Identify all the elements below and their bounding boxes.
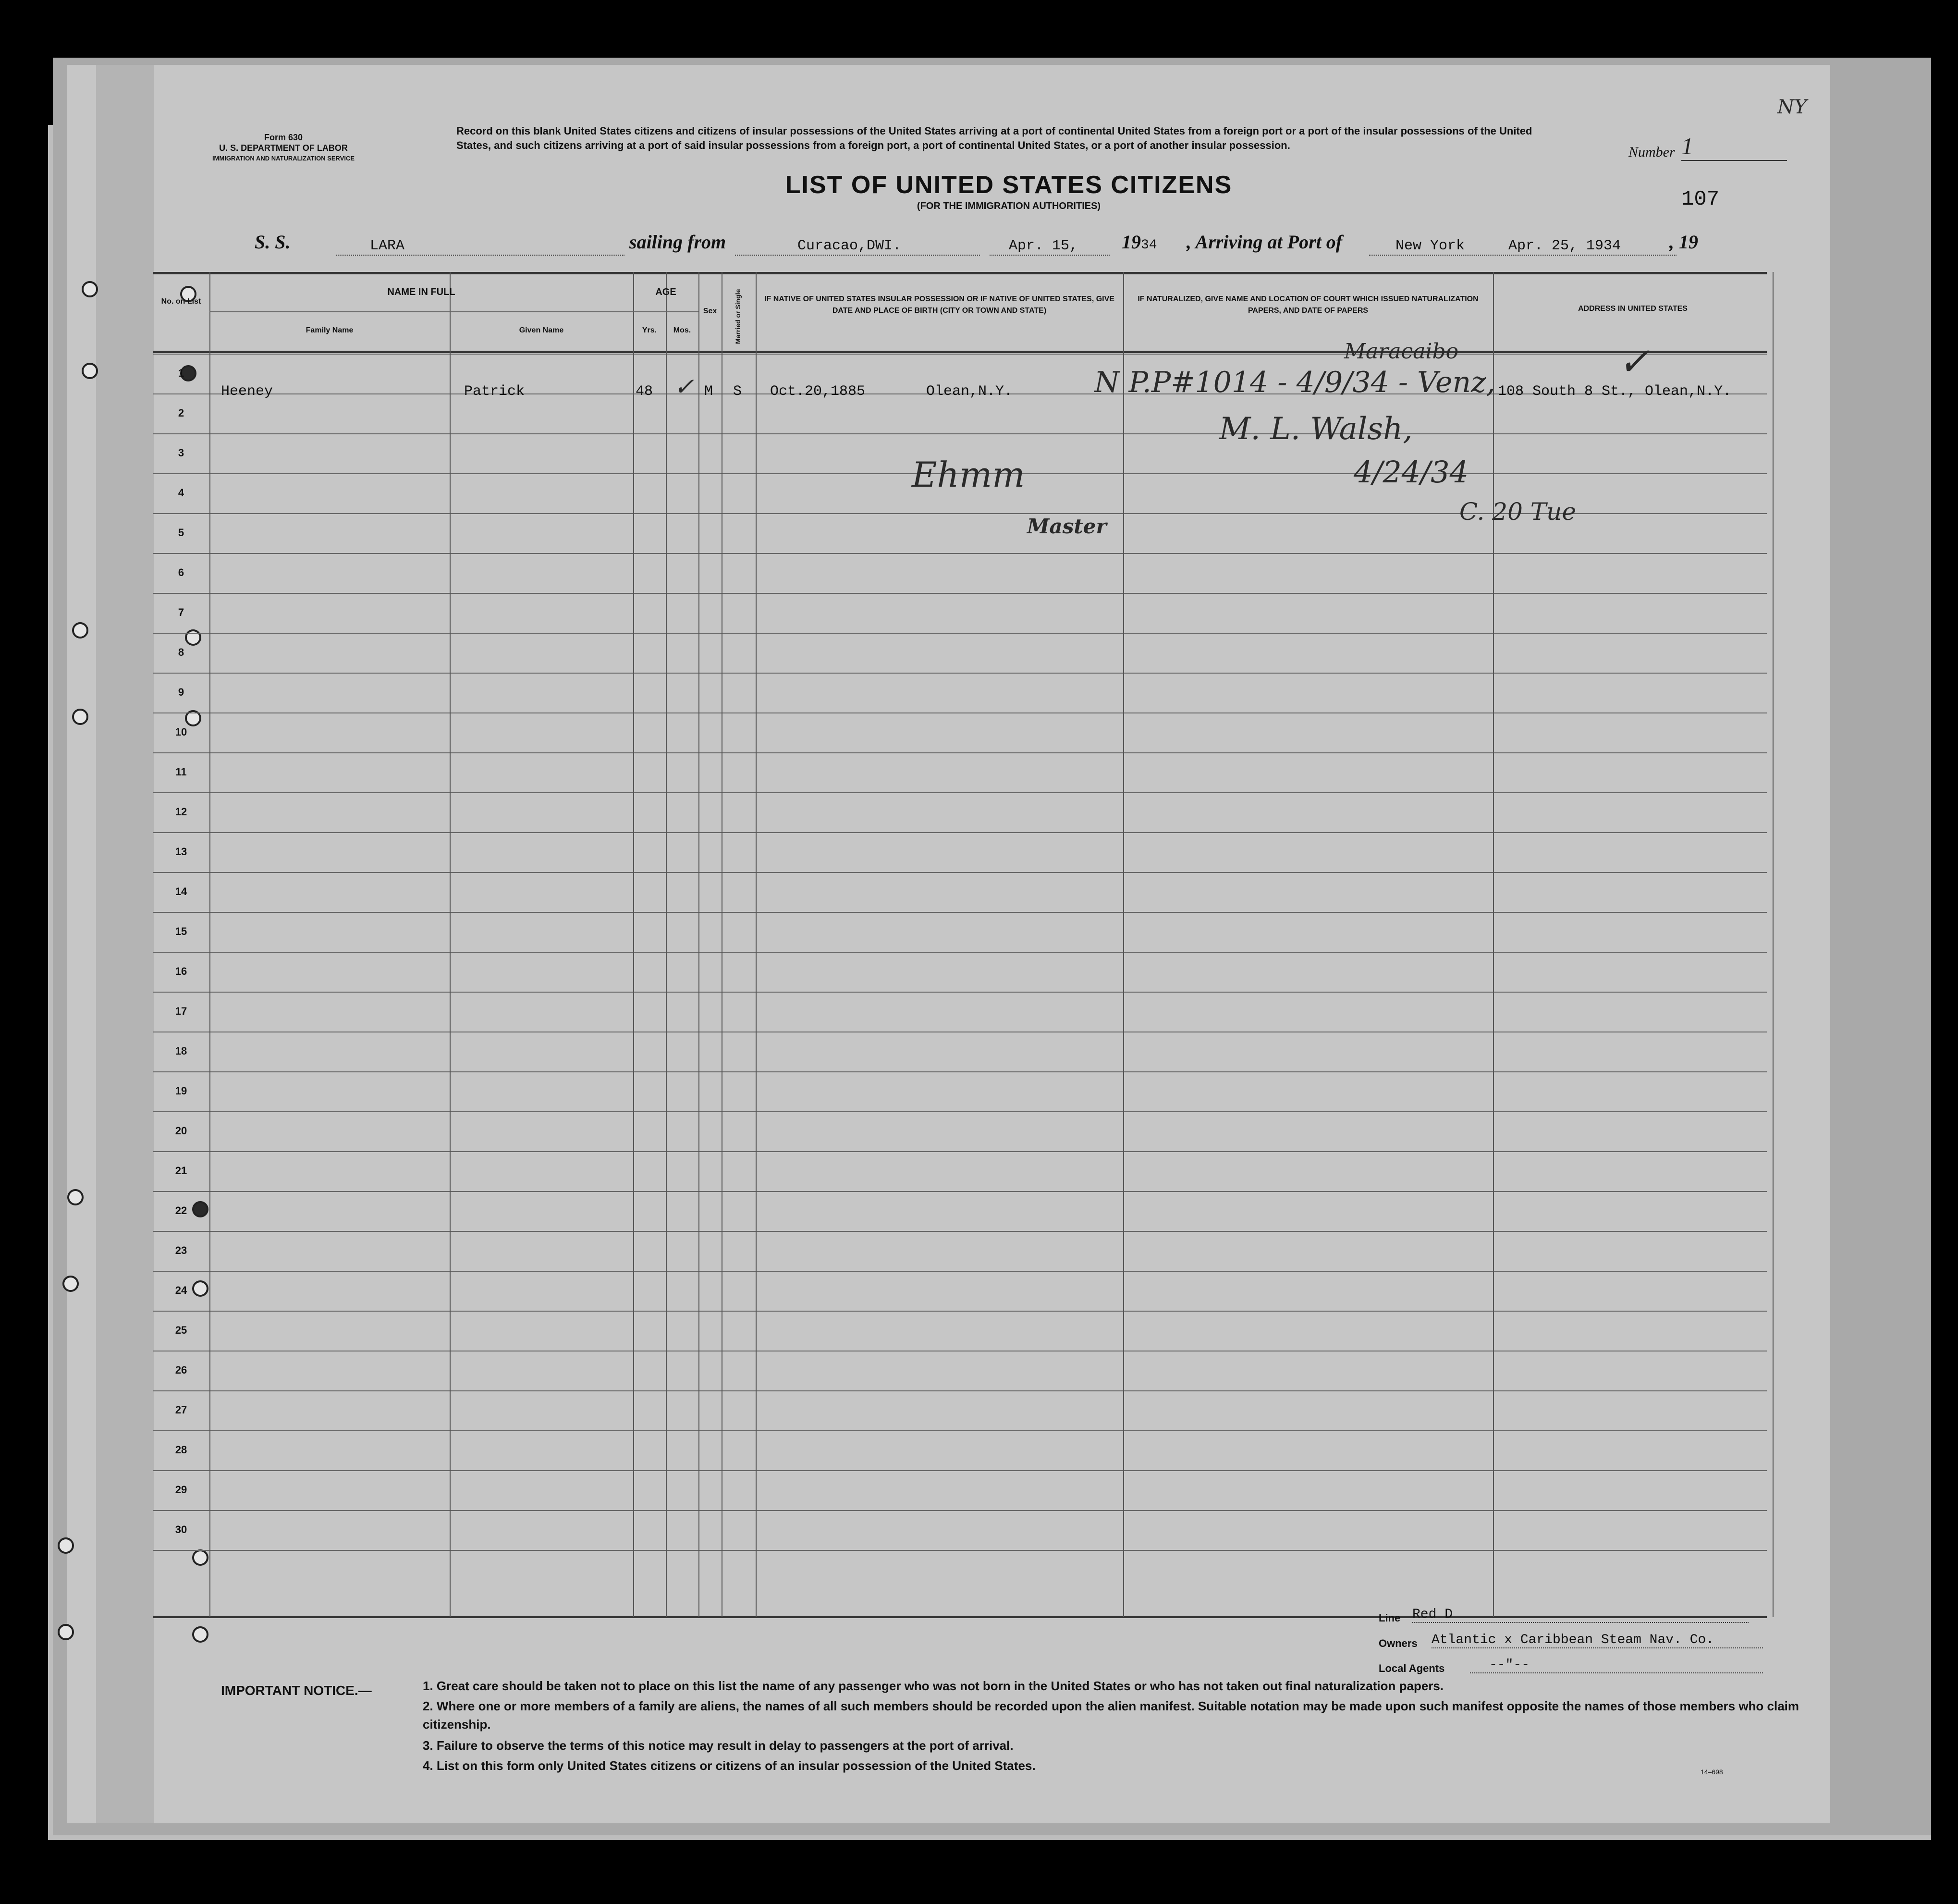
address-cell: 108 South 8 St., Olean,N.Y.	[1498, 383, 1732, 400]
column-divider	[1493, 272, 1494, 1617]
row-rule	[153, 1151, 1767, 1152]
master-signature: Ehmm	[912, 455, 1025, 495]
column-divider	[209, 272, 210, 1617]
checkmark-icon: ✓	[1618, 339, 1651, 384]
binder-hole-icon	[72, 622, 88, 639]
binder-hole-icon	[62, 1276, 79, 1292]
row-number: 10	[175, 726, 187, 738]
row-number: 22	[175, 1204, 187, 1216]
row-number: 28	[175, 1444, 187, 1456]
arrival-port: New York	[1395, 238, 1465, 254]
row-number: 11	[175, 766, 187, 778]
header-yrs: Yrs.	[642, 326, 657, 334]
age-years-cell: 48	[636, 383, 653, 400]
page-title: LIST OF UNITED STATES CITIZENS	[785, 171, 1233, 199]
row-rule	[153, 952, 1767, 953]
row-number: 1	[178, 367, 184, 379]
table-top-rule	[153, 272, 1767, 274]
row-rule	[153, 912, 1767, 913]
given-name-cell: Patrick	[464, 383, 525, 400]
row-number: 19	[175, 1085, 187, 1097]
row-rule	[153, 553, 1767, 554]
row-number: 16	[175, 965, 187, 977]
header-family-name: Family Name	[306, 326, 354, 334]
header-naturalized: IF NATURALIZED, GIVE NAME AND LOCATION OF COURT WHICH ISSUED NATURALIZATION PAPERS, AND DATE OF PAPERS	[1138, 295, 1479, 315]
column-divider	[633, 272, 634, 1617]
name-age-subrule	[209, 311, 698, 312]
inspection-date-note: 4/24/34	[1354, 455, 1469, 490]
row-rule	[153, 1430, 1767, 1431]
header-married-or-single: Married or Single	[734, 289, 742, 344]
header-mos: Mos.	[673, 326, 691, 334]
row-rule	[153, 593, 1767, 594]
notice-heading: IMPORTANT NOTICE.—	[221, 1683, 372, 1698]
passenger-table	[153, 272, 1767, 1617]
row-rule	[153, 673, 1767, 674]
binder-hole-icon	[67, 1189, 84, 1205]
binder-hole-icon	[82, 281, 98, 297]
row-number: 25	[175, 1324, 187, 1336]
line-value: Red D	[1412, 1607, 1749, 1623]
marital-status-cell: S	[733, 383, 742, 400]
row-number: 17	[175, 1005, 187, 1017]
row-number: 29	[175, 1484, 187, 1496]
row-rule	[153, 792, 1767, 793]
row-number: 18	[175, 1045, 187, 1057]
row-rule	[153, 872, 1767, 873]
binder-hole-icon	[82, 363, 98, 379]
row-rule	[153, 1311, 1767, 1312]
notice-item: 1. Great care should be taken not to place on this list the name of any passenger who was not born in the United States or who has not taken out final naturalization papers.	[423, 1679, 1444, 1693]
row-rule	[153, 1071, 1767, 1072]
arriving-label: , Arriving at Port of	[1187, 231, 1343, 253]
notice-item: 2. Where one or more members of a family are aliens, the names of all such members should be recorded upon the alien manifest. Suitable notation may be made upon such manifest opposite the names of those members who claim citizenship.	[423, 1699, 1799, 1732]
row-number: 5	[178, 527, 184, 539]
owners-label: Owners	[1379, 1637, 1418, 1649]
header-given-name: Given Name	[519, 326, 564, 334]
year-field: 1934	[1122, 231, 1157, 253]
row-rule	[153, 433, 1767, 434]
sailing-label: sailing from	[629, 231, 726, 253]
header-age: AGE	[655, 287, 676, 297]
column-divider	[698, 272, 699, 1617]
form-identifier	[197, 132, 370, 164]
birth-place-cell: Olean,N.Y.	[926, 383, 1013, 400]
column-divider	[756, 272, 757, 1617]
birth-date-cell: Oct.20,1885	[770, 383, 866, 400]
header-sex: Sex	[703, 307, 717, 315]
family-name-cell: Heeney	[221, 383, 273, 400]
row-number: 27	[175, 1404, 187, 1416]
header-address: ADDRESS IN UNITED STATES	[1578, 305, 1688, 313]
sailing-date: Apr. 15,	[1009, 238, 1078, 254]
row-number: 9	[178, 686, 184, 698]
row-rule	[153, 1231, 1767, 1232]
row-rule	[153, 752, 1767, 753]
local-agents-label: Local Agents	[1379, 1662, 1445, 1674]
row-rule	[153, 354, 1767, 355]
header-native: IF NATIVE OF UNITED STATES INSULAR POSSESSION OR IF NATIVE OF UNITED STATES, GIVE DATE AND PLACE OF BIRTH (CITY OR TOWN AND STATE)	[764, 295, 1114, 315]
row-number: 6	[178, 566, 184, 578]
row-number: 2	[178, 407, 184, 419]
sex-cell: M	[704, 383, 713, 400]
row-number: 23	[175, 1244, 187, 1256]
row-rule	[153, 1111, 1767, 1112]
row-rule	[153, 1390, 1767, 1391]
department-name: U. S. DEPARTMENT OF LABOR	[219, 143, 348, 153]
owners-value: Atlantic x Caribbean Steam Nav. Co.	[1432, 1633, 1763, 1648]
officer-signature-note: M. L. Walsh,	[1219, 411, 1413, 447]
corner-mark: NY	[1777, 96, 1807, 118]
row-number: 21	[175, 1165, 187, 1177]
binder-hole-icon	[192, 1626, 208, 1643]
row-number: 8	[178, 646, 184, 658]
number-label: Number	[1628, 144, 1675, 160]
header-bottom-rule	[153, 351, 1767, 353]
column-divider	[1773, 272, 1774, 1617]
row-rule	[153, 1191, 1767, 1192]
row-number: 15	[175, 925, 187, 937]
row-number: 7	[178, 606, 184, 618]
from-port: Curacao,DWI.	[797, 238, 902, 254]
list-number: 1	[1681, 132, 1787, 161]
column-divider	[1123, 272, 1124, 1617]
arrival-year: , 19	[1669, 231, 1698, 253]
row-number: 24	[175, 1284, 187, 1296]
print-code: 14–698	[1701, 1768, 1723, 1776]
ss-label: S. S.	[255, 231, 291, 253]
header-no-on-list: No. on List	[161, 297, 201, 306]
form-number: Form 630	[264, 133, 303, 142]
row-number: 3	[178, 447, 184, 459]
row-number: 14	[175, 885, 187, 897]
binding-margin	[96, 65, 154, 1823]
inspector-initials-note: C. 20 Tue	[1459, 498, 1576, 526]
ship-name: LARA	[370, 238, 405, 254]
service-name: IMMIGRATION AND NATURALIZATION SERVICE	[212, 155, 355, 162]
row-rule	[153, 712, 1767, 713]
master-label: Master	[1027, 515, 1107, 538]
binder-hole-icon	[58, 1537, 74, 1554]
row-number: 12	[175, 806, 187, 818]
local-agents-value: --"--	[1470, 1658, 1763, 1673]
row-number: 4	[178, 487, 184, 499]
naturalization-note: N P.P#1014 - 4/9/34 - Venz,	[1094, 366, 1495, 399]
row-rule	[153, 1510, 1767, 1511]
record-instructions: Record on this blank United States citizens and citizens of insular possessions of the United States arriving at a port of continental United States from a foreign port or a port of the insular possessions of the United States, and such citizens arriving at a port of said insular possessions from a foreign port, a port of continental United States, or a port of another insular possession.	[456, 125, 1532, 151]
notice-item: 3. Failure to observe the terms of this notice may result in delay to passengers at the port of arrival.	[423, 1738, 1014, 1753]
binder-hole-icon	[58, 1624, 74, 1640]
line-label: Line	[1379, 1612, 1401, 1624]
row-rule	[153, 992, 1767, 993]
row-number: 13	[175, 846, 187, 858]
row-number: 26	[175, 1364, 187, 1376]
naturalization-place-note: Maracaibo	[1344, 339, 1459, 364]
row-number: 30	[175, 1523, 187, 1535]
column-divider	[666, 272, 667, 1617]
header-name-in-full: NAME IN FULL	[387, 287, 455, 297]
notice-item: 4. List on this form only United States citizens or citizens of an insular possession of the United States.	[423, 1758, 1036, 1773]
row-rule	[153, 1271, 1767, 1272]
column-divider	[450, 272, 451, 1617]
binder-hole-icon	[72, 709, 88, 725]
row-rule	[153, 633, 1767, 634]
row-rule	[153, 1470, 1767, 1471]
row-number: 20	[175, 1125, 187, 1137]
arrival-date: Apr. 25, 1934	[1508, 238, 1621, 254]
row-rule	[153, 1550, 1767, 1551]
page-number: 107	[1681, 187, 1720, 211]
page-subtitle: (FOR THE IMMIGRATION AUTHORITIES)	[917, 201, 1101, 211]
row-rule	[153, 832, 1767, 833]
checkmark-icon: ✓	[674, 373, 694, 401]
